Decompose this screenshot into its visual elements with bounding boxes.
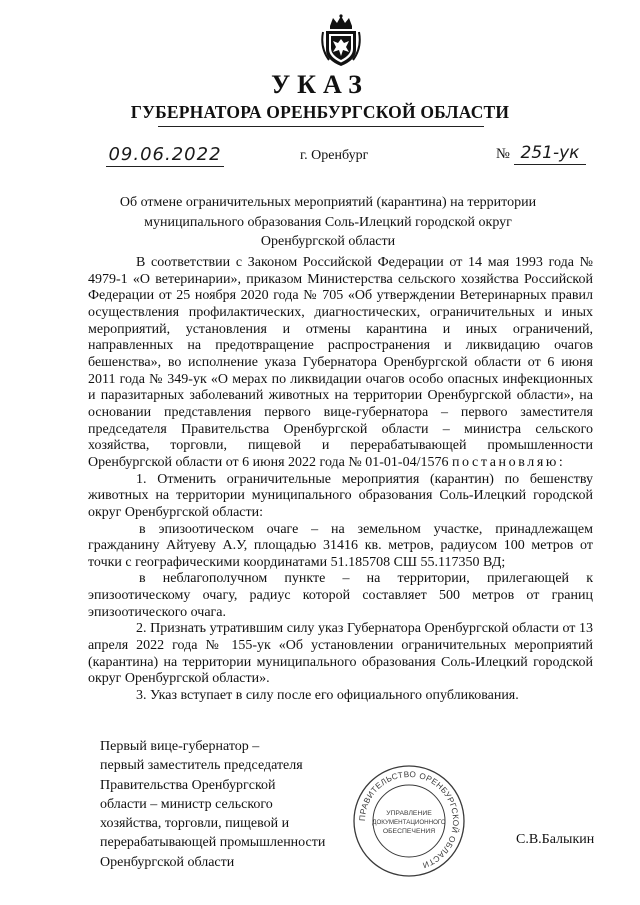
decree-word: постановляю: xyxy=(451,454,566,470)
position-line: области – министр сельского xyxy=(100,796,273,812)
clause-1-unfavorable-area: в неблагополучном пункте – на территории, прилегающей к эпизоотическому очагу, радиус которой составляет 500 метров от границ эпизоотического очага. xyxy=(88,571,593,620)
position-line: хозяйства, торговли, пищевой и xyxy=(100,816,290,832)
position-line: Первый вице-губернатор – xyxy=(100,739,260,754)
orenburg-coat-of-arms-icon xyxy=(319,14,363,68)
stamp-inner-line: УПРАВЛЕНИЕ xyxy=(386,810,432,817)
signatory-name: С.В.Балыкин xyxy=(516,832,595,847)
title-line: Оренбургской области xyxy=(260,234,396,249)
stamp-inner-line: ДОКУМЕНТАЦИОННОГО xyxy=(372,819,446,826)
document-type: УКАЗ xyxy=(271,70,369,99)
header-rule xyxy=(158,126,484,127)
preamble-paragraph xyxy=(88,255,593,472)
document-number: 251-ук xyxy=(514,142,586,165)
document-title xyxy=(98,193,558,252)
document-date: 09.06.2022 xyxy=(106,144,224,167)
title-line: муниципального образования Соль-Илецкий городской округ xyxy=(144,214,512,230)
document-body xyxy=(88,255,593,705)
position-line: первый заместитель председателя xyxy=(100,758,303,774)
position-line: перерабатывающей промышленности xyxy=(100,835,326,851)
position-line: Правительства Оренбургской xyxy=(100,777,276,793)
document-number-prefix: № xyxy=(496,146,510,162)
title-line: Об отмене ограничительных мероприятий (карантина) на территории xyxy=(119,195,537,210)
issuing-authority: ГУБЕРНАТОРА ОРЕНБУРГСКОЙ ОБЛАСТИ xyxy=(130,102,510,122)
document-city: г. Оренбург xyxy=(300,148,369,163)
clause-1-focus: в эпизоотическом очаге – на земельном участке, принадлежащем гражданину Айтуеву А.У, площадью 31416 кв. метров, радиусом 100 метров от точки с географическими координатами 51.185708 СШ 55.117350 ВД; xyxy=(88,521,593,570)
document-stamp xyxy=(350,762,468,880)
clause-3: 3. Указ вступает в силу после его официального опубликования. xyxy=(136,688,519,704)
position-line: Оренбургской области xyxy=(100,854,235,870)
preamble-text: В соответствии с Законом Российской Федерации от 14 мая 1993 года № 4979-1 «О ветеринарии», приказом Министерства сельского хозяйства Российской Федерации от 25 ноября 2020 года № 705 «Об утверждении Ветеринарных правил осуществления профилактических, диагностических, ограничительных и иных мероприятий, установления и отмены карантина и иных ограничений, направленных на предотвращение распространения и ликвидацию очагов бешенства», во исполнение указа Губернатора Оренбургской области от 6 июня 2011 года № 349-ук «О мерах по ликвидации очагов особо опасных инфекционных и паразитарных заболеваний животных на территории Оренбургской области», на основании представления первого вице-губернатора – первого заместителя председателя Правительства Оренбургской области – министра сельского хозяйства, торговли, пищевой и перерабатывающей промышленности Оренбургской области от 6 июня 2022 года № 01-01-04/1576 xyxy=(88,255,593,470)
clause-1: 1. Отменить ограничительные мероприятия (карантин) по бешенству животных на территории муниципального образования Соль-Илецкий городской округ Оренбургской области: xyxy=(88,471,593,520)
stamp-inner-line: ОБЕСПЕЧЕНИЯ xyxy=(382,828,436,835)
clause-2: 2. Признать утратившим силу указ Губернатора Оренбургской области от 13 апреля 2022 года № 155-ук «Об установлении ограничительных мероприятий (карантина) на территории муниципального образования Соль-Илецкий городской округ Оренбургской области». xyxy=(88,621,593,687)
stamp-ring-text: ПРАВИТЕЛЬСТВО ОРЕНБУРГСКОЙ ОБЛАСТИ xyxy=(357,769,461,870)
signatory-position xyxy=(100,737,350,872)
